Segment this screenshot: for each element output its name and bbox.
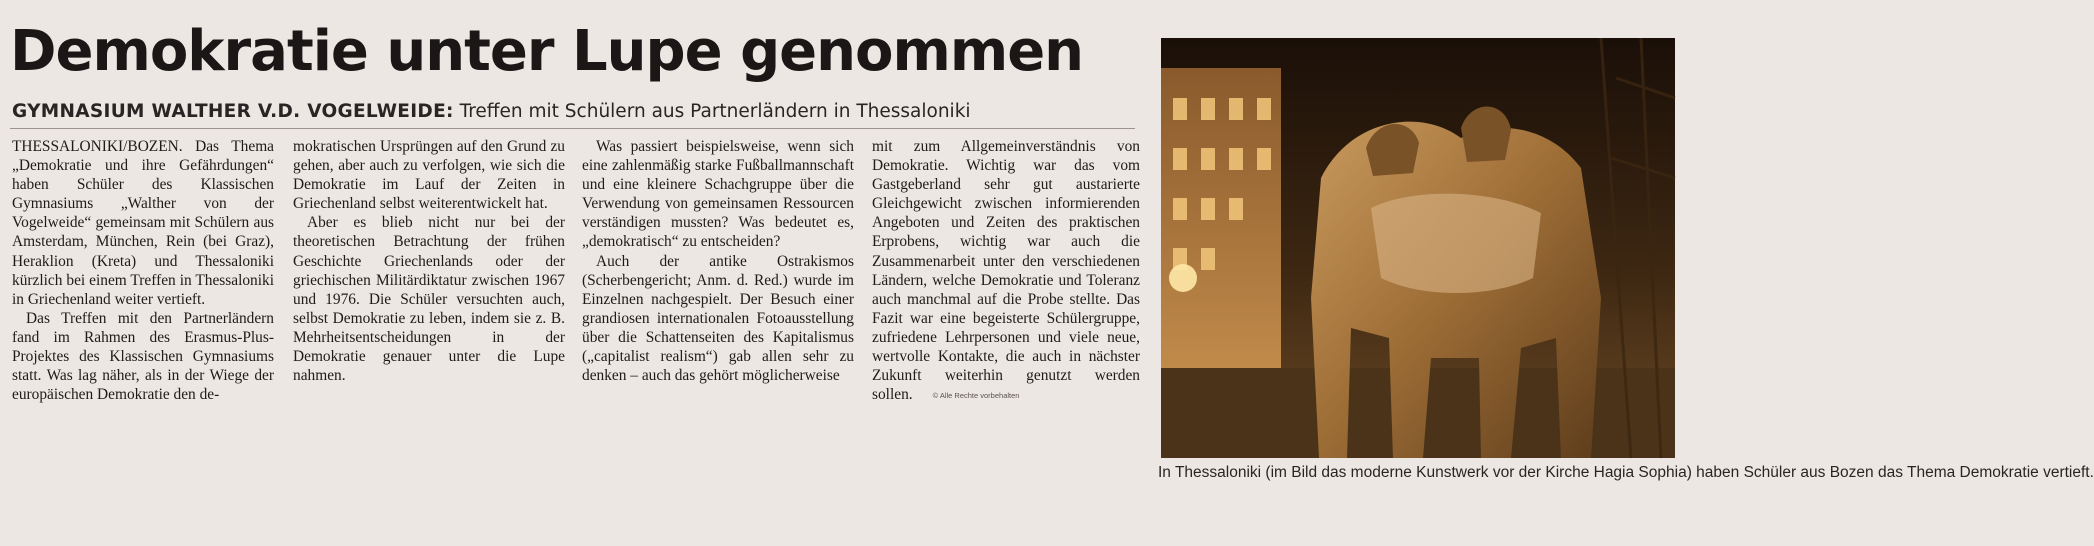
article-column-2 xyxy=(293,137,565,385)
subheadline xyxy=(12,100,971,124)
article-column-1 xyxy=(12,137,274,404)
paragraph: Was passiert beispielsweise, wenn sich eine zahlenmäßig starke Fußballmannschaft und eine kleinere Schachgruppe über die Verwendung von gemeinsamen Ressourcen verständigen mussten? Was bedeutet es, „demokratisch“ zu entscheiden? xyxy=(582,138,854,251)
photo-caption: In Thessaloniki (im Bild das moderne Kunstwerk vor der Kirche Hagia Sophia) haben Schüler aus Bozen das Thema Demokratie vertieft. xyxy=(1158,464,2094,481)
header-divider xyxy=(10,128,1135,129)
copyright-credit: © Alle Rechte vorbehalten xyxy=(932,391,1020,401)
paragraph-text: mit zum Allgemeinverständnis von Demokratie. Wichtig war das vom Gastgeberland sehr gut austarierte Gleichgewicht zwischen informierenden Angeboten und Zeiten des praktischen Erprobens, wichtig war auch die Zusammenarbeit unter den verschiedenen Ländern, welche Demokratie und Toleranz auch manchmal auf die Probe stellte. Das Fazit war eine begeisterte Schülergruppe, zufriedene Lehrpersonen und viele neue, wertvolle Kontakte, die auch in nächster Zukunft weiterhin genutzt werden sollen. xyxy=(872,138,1140,404)
article-column-3 xyxy=(582,137,854,385)
paragraph: Das Treffen mit den Partnerländern fand im Rahmen des Erasmus-Plus-Projektes des Klassischen Gymnasiums statt. Was lag näher, als in der Wiege der europäischen Demokratie den de- xyxy=(12,309,274,404)
paragraph: THESSALONIKI/BOZEN. Das Thema „Demokratie und ihre Gefährdungen“ haben Schüler des Klassischen Gymnasiums „Walther von der Vogelweide“ gemeinsam mit Schülern aus Amsterdam, München, Rein (bei Graz), Heraklion (Kreta) und Thessaloniki kürzlich bei einem Treffen in Thessaloniki in Griechenland weiter vertieft. xyxy=(12,138,274,308)
subheadline-text: Treffen mit Schülern aus Partnerländern in Thessaloniki xyxy=(459,101,971,122)
article-column-4 xyxy=(872,137,1140,405)
article-photo xyxy=(1161,38,1675,458)
headline: Demokratie unter Lupe genommen xyxy=(10,19,1084,84)
paragraph: mokratischen Ursprüngen auf den Grund zu gehen, aber auch zu verfolgen, wie sich die Demokratie im Lauf der Zeiten in Griechenland selbst weiterentwickelt hat. xyxy=(293,138,565,213)
paragraph: Aber es blieb nicht nur bei der theoretischen Betrachtung der frühen Geschichte Griechenlands oder der griechischen Militärdiktatur zwischen 1967 und 1976. Die Schüler versuchten auch, selbst Demokratie zu leben, indem sie z. B. Mehrheitsentscheidungen in der Demokratie genauer unter die Lupe nahmen. xyxy=(293,214,565,385)
paragraph: Auch der antike Ostrakismos (Scherbengericht; Anm. d. Red.) wurde im Einzelnen nachgespielt. Der Besuch einer grandiosen internationalen Fotoausstellung über die Schattenseiten des Kapitalismus („capitalist realism“) gab allen sehr zu denken – auch das gehört möglicherweise xyxy=(582,252,854,385)
kicker: GYMNASIUM WALTHER V.D. VOGELWEIDE: xyxy=(12,101,454,122)
paragraph xyxy=(872,137,1140,405)
